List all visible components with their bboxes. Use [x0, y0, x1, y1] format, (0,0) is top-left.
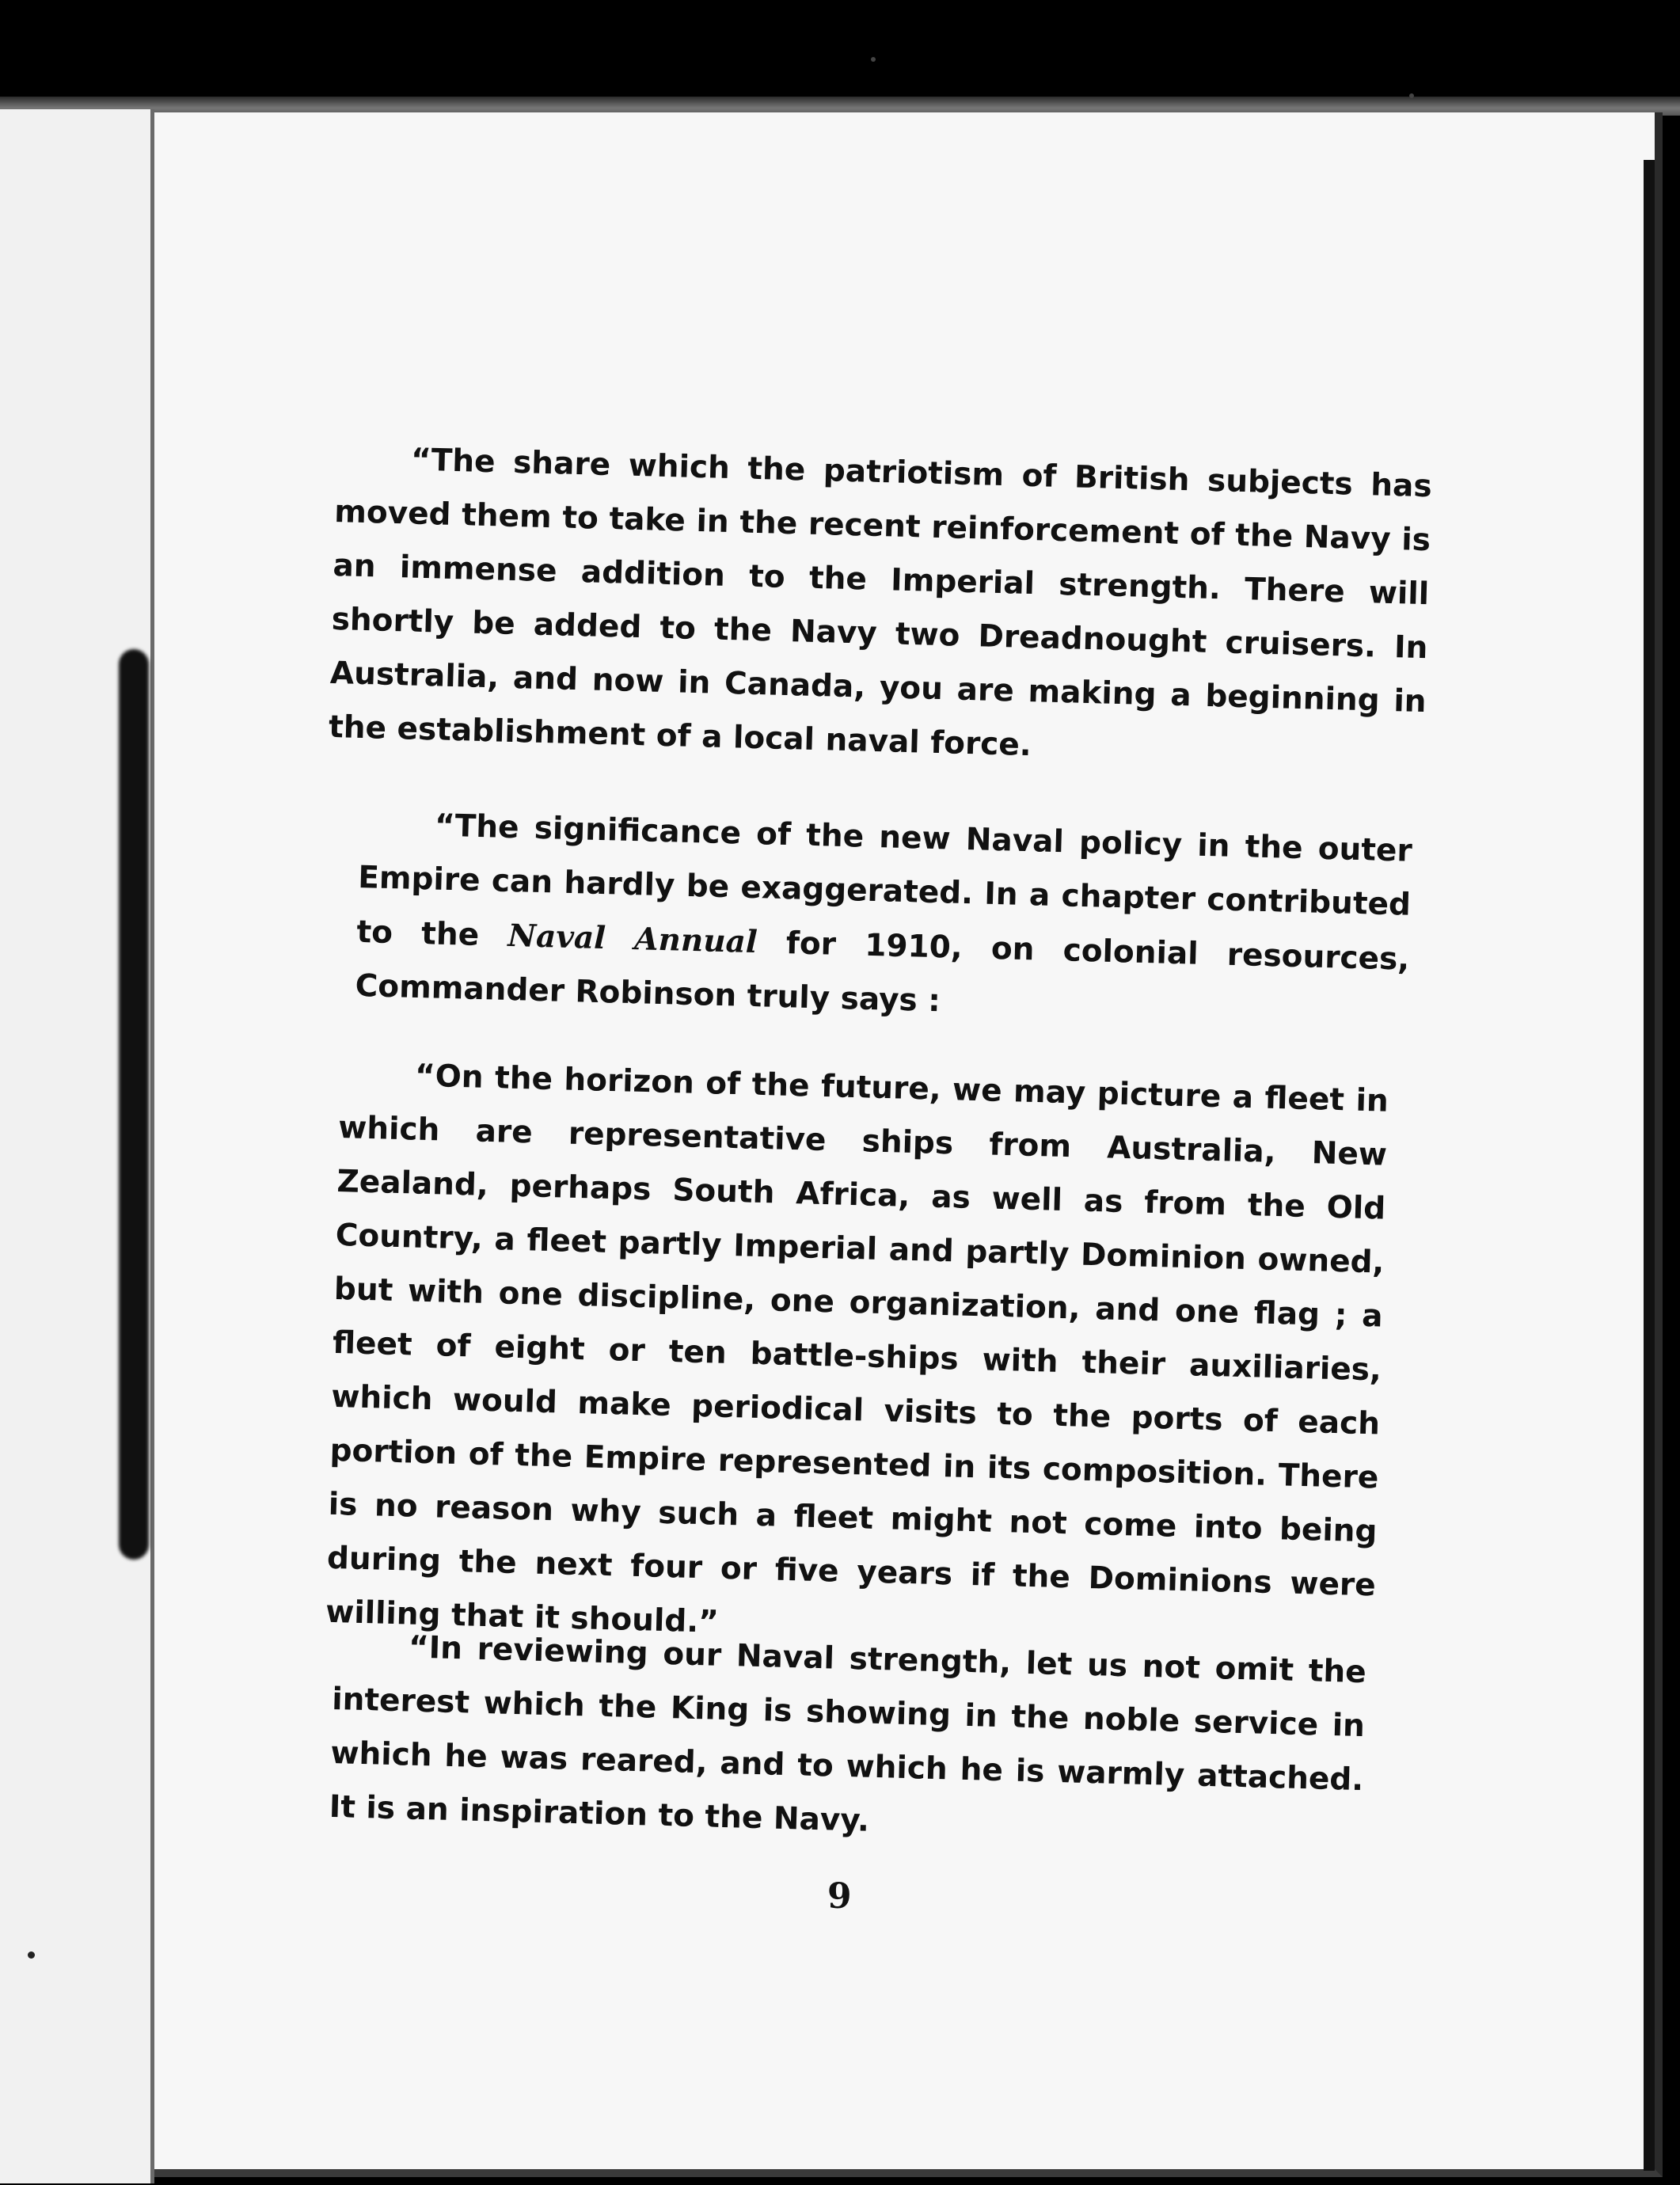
- page-right-edge: [1644, 160, 1655, 2171]
- paragraph-robinson-quote: [325, 1047, 1389, 1666]
- paragraph-text: “The share which the patriotism of British subjects has moved them to take in the recent reinforcement of the Navy is an immense addition to the Imperial strength. There will shortly be added to the Navy two Dreadnought cruisers. In Australia, and now in Canada, you are making a beginning in the establishment of a local naval force.: [328, 442, 1433, 764]
- paragraph-text: “On the horizon of the future, we may picture a fleet in which are representative ships from Australia, New Zealand, perhaps South Africa, as well as from the Old Country, a fleet partly Imperial and partly Dominion owned, but with one discipline, one organization, and one flag ; a fleet of eight or ten battle-ships with their auxiliaries, which would make periodical visits to the ports of each portion of the Empire represented in its composition. There is no reason why such a fleet might not come into being during the next four or five years if the Dominions were willing that it should.”: [325, 1058, 1389, 1640]
- paragraph-naval-policy: [355, 797, 1413, 1041]
- paragraph-king: [329, 1619, 1367, 1861]
- paragraph-patriotism: [328, 431, 1432, 783]
- scan-speck: [28, 1951, 35, 1959]
- page-number: 9: [827, 1876, 852, 1917]
- paragraph-text: “In reviewing our Naval strength, let us not omit the interest which the King is showing in the noble service in which he was reared, and to which he is warmly attached. It is an inspiration to the Navy.: [329, 1629, 1367, 1839]
- publication-title: Naval Annual: [507, 917, 758, 961]
- paragraph-text-end: for 1910, on colonial resources, Commander Robinson truly says :: [355, 925, 1410, 1020]
- scan-speck: [871, 57, 876, 62]
- gutter-shadow: [119, 649, 149, 1560]
- scan-speck: [1409, 93, 1414, 98]
- paragraph-text: [355, 797, 1413, 1041]
- paragraph-text-start: “The significance of the new Naval policy in the outer Empire can hardly be exaggerated. In a chapter contributed to the: [355, 808, 1413, 954]
